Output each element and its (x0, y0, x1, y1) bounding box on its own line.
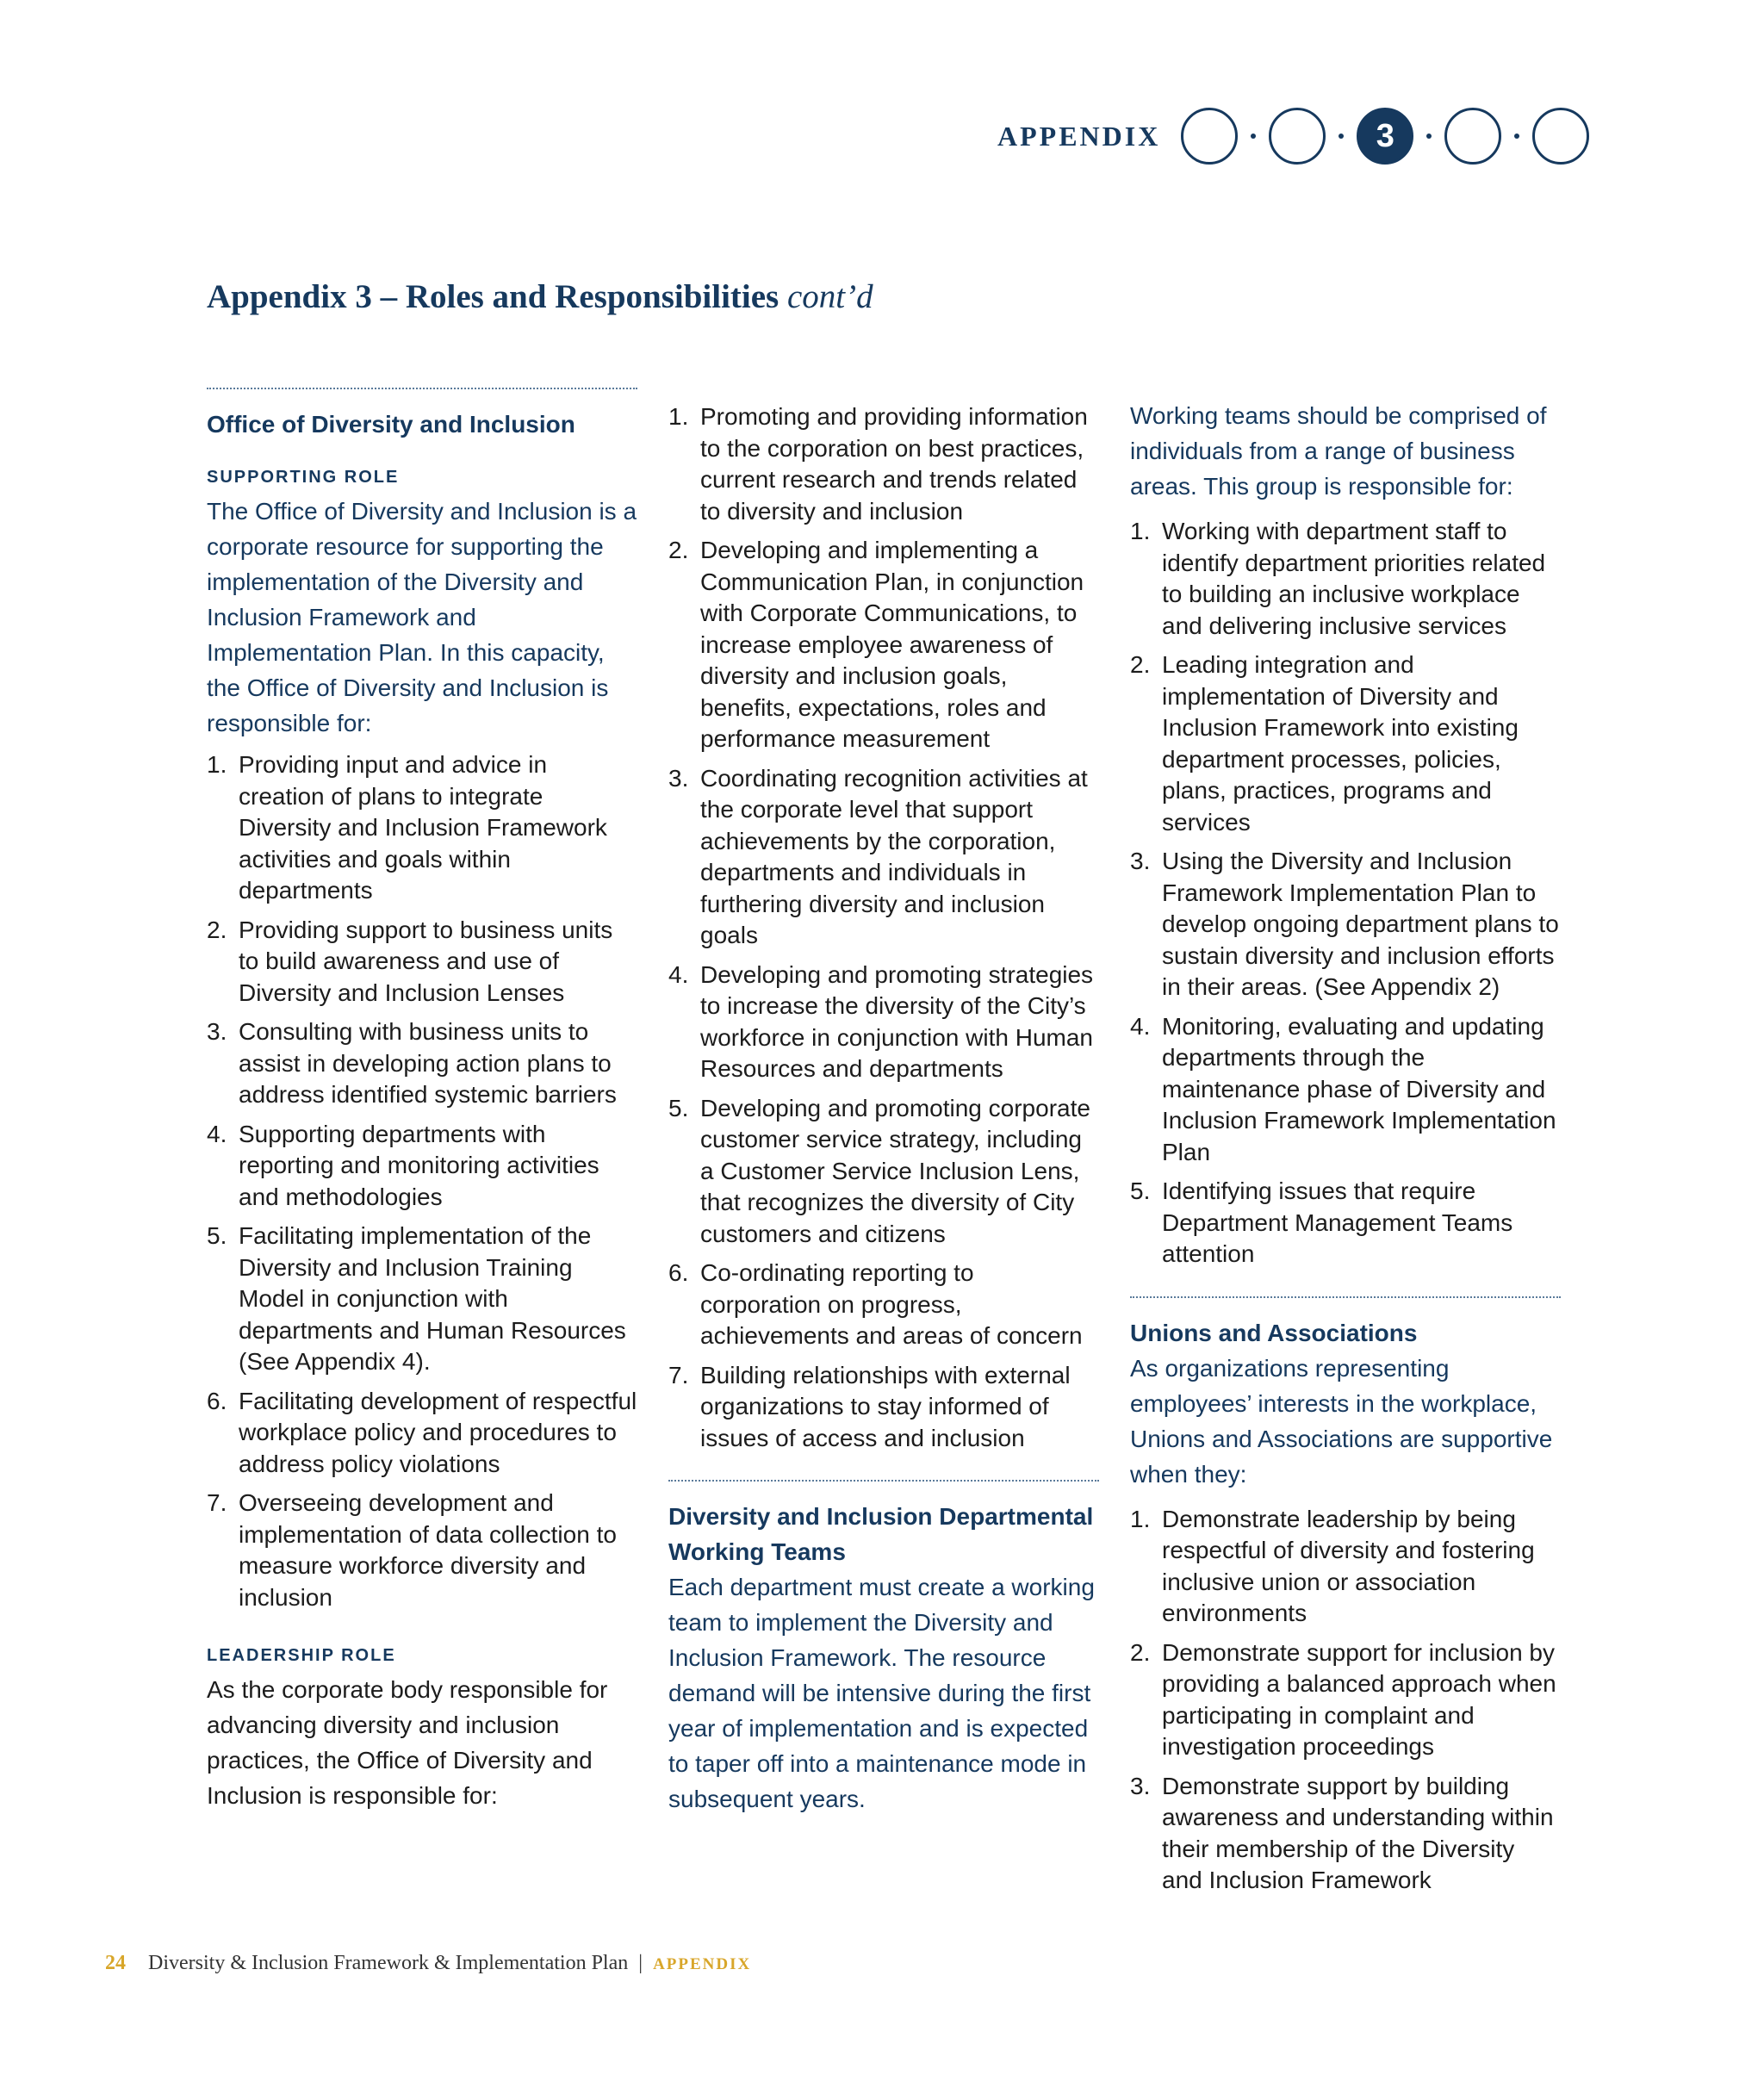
column-2 (668, 388, 1099, 1817)
nav-dot (1514, 134, 1519, 139)
list-item-text: Leading integration and implementation of Diversity and Inclusion Framework into existing department processes, policies, plans, practices, programs and services (1162, 651, 1519, 836)
list-item-text: Demonstrate leadership by being respectful of diversity and fostering inclusive union or association environments (1162, 1505, 1535, 1626)
supporting-list (207, 749, 637, 1613)
list-item-number: 1. (1130, 518, 1151, 544)
teams-list (1130, 516, 1561, 1270)
supporting-intro: The Office of Diversity and Inclusion is a corporate resource for supporting the implementation of the Diversity and Inclusion Framework and Implementation Plan. In this capacity, the Office of Diversity and Inclusion is responsible for: (207, 498, 637, 736)
list-item-text: Identifying issues that require Department Management Teams attention (1162, 1177, 1513, 1267)
list-item-number: 2. (1130, 651, 1151, 678)
list-item (668, 1093, 1099, 1251)
list-item-number: 6. (207, 1387, 227, 1414)
list-item-number: 7. (668, 1361, 689, 1389)
list-item (668, 535, 1099, 755)
nav-circle-4 (1444, 108, 1501, 165)
page-title-main: Appendix 3 – Roles and Responsibilities (207, 278, 780, 315)
leadership-list (668, 401, 1099, 1454)
list-item-number: 3. (1130, 848, 1151, 874)
teams-intro: Each department must create a working team to implement the Diversity and Inclusion Framework. The resource demand will be intensive during the first year of implementation and is expected to taper off into a maintenance mode in subsequent years. (668, 1574, 1095, 1812)
section-heading-unions: Unions and Associations (1130, 1319, 1418, 1346)
list-item-number: 3. (1130, 1772, 1151, 1799)
section-divider (207, 388, 637, 389)
list-item (1130, 1504, 1561, 1630)
list-item-text: Developing and promoting strategies to increase the diversity of the City’s workforce in conjunction with Human Resources and departments (700, 960, 1094, 1082)
list-item-text: Monitoring, evaluating and updating departments through the maintenance phase of Diversity and Inclusion Framework Implementation Plan (1162, 1012, 1556, 1165)
footer-page-number: 24 (105, 1952, 126, 1974)
section-heading-office: Office of Diversity and Inclusion (207, 411, 575, 438)
list-item (668, 1360, 1099, 1455)
nav-circle-active: 3 (1357, 108, 1413, 165)
list-item-text: Promoting and providing information to the corporation on best practices, current research and trends related to diversity and inclusion (700, 403, 1088, 525)
list-item-number: 6. (668, 1259, 689, 1286)
list-item-text: Demonstrate support by building awareness and understanding within their membership of the Diversity and Inclusion Framework (1162, 1772, 1554, 1893)
list-item-number: 4. (668, 960, 689, 988)
appendix-nav (997, 102, 1589, 171)
list-item-number: 5. (207, 1222, 227, 1249)
list-item-text: Overseeing development and implementation of data collection to measure workforce diversity and inclusion (239, 1489, 617, 1611)
leadership-intro: As the corporate body responsible for advancing diversity and inclusion practices, the Office of Diversity and Inclusion is responsible for: (207, 1676, 608, 1809)
list-item (1130, 649, 1561, 838)
list-item-text: Demonstrate support for inclusion by providing a balanced approach when participating in complaint and investigation proceedings (1162, 1638, 1556, 1760)
column-3 (1130, 388, 1561, 1904)
teams-intro-cont: Working teams should be comprised of individuals from a range of business areas. This group is responsible for: (1130, 402, 1547, 500)
footer-section: APPENDIX (653, 1955, 752, 1973)
list-item (207, 1016, 637, 1111)
page-title-suffix: cont’d (787, 278, 873, 315)
section-heading-teams: Diversity and Inclusion Departmental Working Teams (668, 1503, 1094, 1565)
list-item-text: Supporting departments with reporting and monitoring activities and methodologies (239, 1120, 599, 1210)
column-1 (207, 388, 637, 1813)
list-item-text: Developing and promoting corporate customer service strategy, including a Customer Service Inclusion Lens, that recognizes the diversity of City customers and citizens (700, 1094, 1090, 1247)
nav-dot (1339, 134, 1344, 139)
list-item-number: 1. (207, 751, 227, 778)
nav-circle-5 (1532, 108, 1589, 165)
list-item-number: 5. (1130, 1177, 1151, 1204)
section-divider (1130, 1296, 1561, 1298)
list-item-text: Co-ordinating reporting to corporation on progress, achievements and areas of concern (700, 1259, 1083, 1349)
list-item-text: Facilitating development of respectful workplace policy and procedures to address policy violations (239, 1387, 637, 1477)
list-item (668, 1258, 1099, 1352)
list-item-number: 1. (1130, 1505, 1151, 1532)
nav-circle-1 (1181, 108, 1238, 165)
list-item (668, 763, 1099, 952)
list-item-number: 4. (207, 1120, 227, 1147)
nav-dot (1426, 134, 1432, 139)
list-item-number: 1. (668, 403, 689, 430)
list-item-number: 2. (207, 916, 227, 943)
list-item-text: Using the Diversity and Inclusion Framework Implementation Plan to develop ongoing department plans to sustain diversity and inclusion efforts in their areas. (See Appendix 2) (1162, 848, 1559, 1000)
list-item-number: 7. (207, 1489, 227, 1516)
list-item-number: 2. (668, 537, 689, 563)
unions-list (1130, 1504, 1561, 1897)
list-item-number: 4. (1130, 1012, 1151, 1040)
list-item (207, 1221, 637, 1378)
list-item-number: 3. (207, 1018, 227, 1045)
list-item (207, 749, 637, 907)
list-item-text: Building relationships with external organizations to stay informed of issues of access and inclusion (700, 1361, 1071, 1451)
list-item-text: Coordinating recognition activities at the corporate level that support achievements by the corporation, departments and individuals in furthering diversity and inclusion goals (700, 764, 1088, 948)
list-item (1130, 1771, 1561, 1897)
page-footer (105, 1952, 751, 1975)
list-item (207, 1488, 637, 1613)
list-item-text: Providing support to business units to build awareness and use of Diversity and Inclusion Lenses (239, 916, 613, 1006)
section-divider (668, 1480, 1099, 1482)
list-item (668, 960, 1099, 1085)
list-item (1130, 1011, 1561, 1169)
footer-separator: | (638, 1952, 643, 1974)
list-item (207, 915, 637, 1010)
list-item-number: 2. (1130, 1638, 1151, 1666)
supporting-role-label: SUPPORTING ROLE (207, 468, 400, 487)
nav-dot (1251, 134, 1256, 139)
list-item-number: 3. (668, 764, 689, 792)
list-item (1130, 516, 1561, 642)
list-item (668, 401, 1099, 527)
list-item (207, 1386, 637, 1481)
appendix-label: APPENDIX (997, 120, 1161, 152)
nav-circle-2 (1269, 108, 1326, 165)
list-item (1130, 1176, 1561, 1270)
list-item-text: Developing and implementing a Communication Plan, in conjunction with Corporate Communications, to increase employee awareness of diversity and inclusion goals, benefits, expectations, roles and performance measurement (700, 537, 1084, 752)
unions-intro: As organizations representing employees’ interests in the workplace, Unions and Associations are supportive when they: (1130, 1354, 1553, 1488)
list-item-text: Providing input and advice in creation of plans to integrate Diversity and Inclusion Framework activities and goals within departments (239, 751, 607, 904)
list-item-text: Consulting with business units to assist in developing action plans to address identified systemic barriers (239, 1018, 617, 1108)
list-item-text: Facilitating implementation of the Diversity and Inclusion Training Model in conjunction with departments and Human Resources (See Appendix 4). (239, 1222, 626, 1375)
list-item (1130, 846, 1561, 1003)
list-item (1130, 1637, 1561, 1763)
list-item-number: 5. (668, 1094, 689, 1121)
list-item-text: Working with department staff to identify department priorities related to building an inclusive workplace and delivering inclusive services (1162, 518, 1546, 639)
list-item (207, 1119, 637, 1214)
leadership-role-label: LEADERSHIP ROLE (207, 1646, 396, 1665)
footer-doc-title: Diversity & Inclusion Framework & Implementation Plan (148, 1952, 629, 1974)
page-title (207, 277, 873, 316)
